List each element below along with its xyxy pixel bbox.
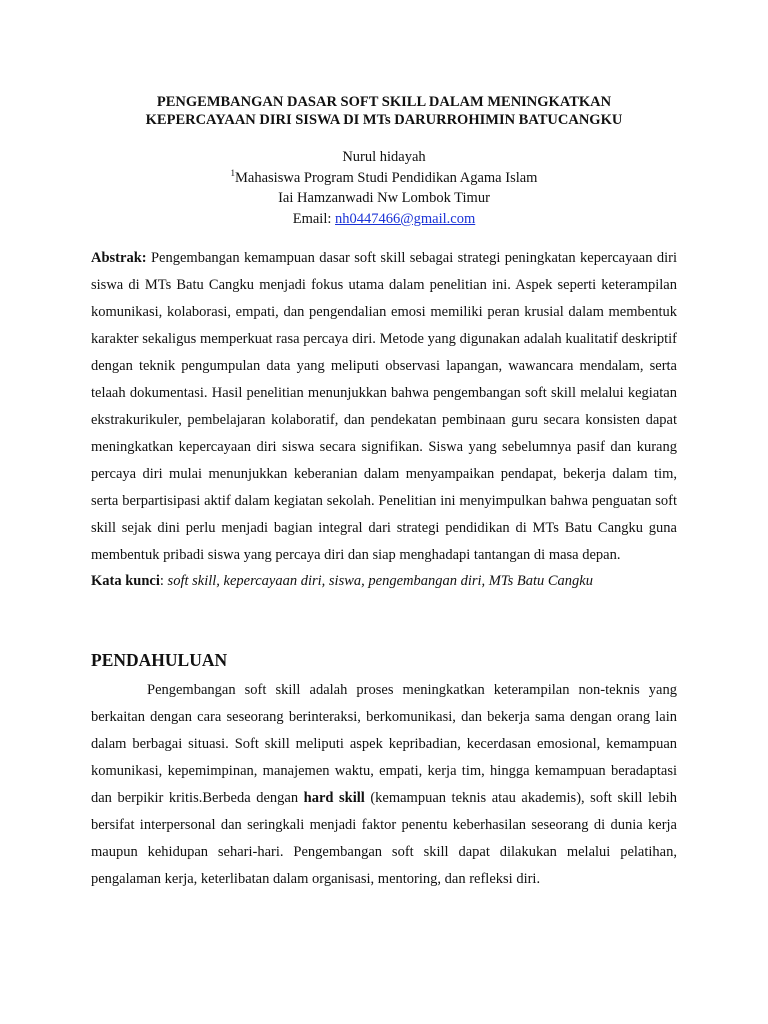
author-email-line bbox=[91, 209, 677, 230]
affiliation-superscript: 1 bbox=[230, 167, 236, 178]
keywords-separator: : bbox=[159, 573, 168, 589]
author-affiliation-line bbox=[91, 168, 677, 189]
keywords-line bbox=[91, 568, 677, 595]
abstract-label: Abstrak: bbox=[91, 250, 147, 266]
intro-text-part-2: (kemampuan teknis atau akademis), soft skill lebih bersifat interpersonal dan seringkali menjadi faktor penentu keberhasilan seseorang di dunia kerja maupun kehidupan sehari-hari. Pengembangan soft skill dapat dilakukan melalui pelatihan, pengalaman kerja, keterlibatan dalam organisasi, mentoring, dan refleksi diri. bbox=[91, 790, 677, 887]
author-name: Nurul hidayah bbox=[342, 149, 426, 165]
email-label: Email: bbox=[292, 210, 336, 227]
paper-title bbox=[91, 93, 677, 129]
email-link[interactable]: nh0447466@gmail.com bbox=[335, 210, 476, 227]
keywords-label: Kata kunci bbox=[91, 573, 160, 589]
author-block bbox=[91, 147, 677, 229]
keywords-text: soft skill, kepercayaan diri, siswa, pengembangan diri, MTs Batu Cangku bbox=[167, 573, 593, 589]
abstract-paragraph bbox=[91, 245, 677, 569]
title-line-2: KEPERCAYAAN DIRI SISWA DI MTs DARURROHIMIN BATUCANGKU bbox=[145, 112, 623, 128]
intro-text-part-1: Pengembangan soft skill adalah proses meningkatkan keterampilan non-teknis yang berkaitan dengan cara seseorang berinteraksi, berkomunikasi, dan bekerja sama dengan orang lain dalam berbagai situasi. Soft skill meliputi aspek kepribadian, kecerdasan emosional, kemampuan komunikasi, kepemimpinan, manajemen waktu, empati, kerja tim, hingga kemampuan beradaptasi dan berpikir kritis.Berbeda dengan bbox=[91, 682, 677, 806]
title-line-1: PENGEMBANGAN DASAR SOFT SKILL DALAM MENINGKATKAN bbox=[156, 94, 612, 110]
abstract-section bbox=[91, 245, 677, 595]
author-institution: Iai Hamzanwadi Nw Lombok Timur bbox=[278, 190, 490, 206]
abstract-text: Pengembangan kemampuan dasar soft skill sebagai strategi peningkatan kepercayaan diri siswa di MTs Batu Cangku menjadi fokus utama dalam penelitian ini. Aspek seperti keterampilan komunikasi, kolaborasi, empati, dan pengendalian emosi memiliki peran krusial dalam membentuk karakter sekaligus memperkuat rasa percaya diri. Metode yang digunakan adalah kualitatif deskriptif dengan teknik pengumpulan data yang meliputi observasi lapangan, wawancara mendalam, serta telaah dokumentasi. Hasil penelitian menunjukkan bahwa pengembangan soft skill melalui kegiatan ekstrakurikuler, pembelajaran kolaboratif, dan pendekatan pembinaan guru secara konsisten dapat meningkatkan kepercayaan diri siswa secara signifikan. Siswa yang sebelumnya pasif dan kurang percaya diri mulai menunjukkan keberanian dalam menyampaikan pendapat, bekerja dalam tim, serta berpartisipasi aktif dalam kegiatan sekolah. Penelitian ini menyimpulkan bahwa penguatan soft skill sejak dini perlu menjadi bagian integral dari strategi pendidikan di MTs Batu Cangku guna membentuk pribadi siswa yang percaya diri dan siap menghadapi tantangan di masa depan. bbox=[91, 250, 677, 563]
intro-paragraph bbox=[91, 677, 677, 893]
section-heading: PENDAHULUAN bbox=[91, 650, 228, 670]
author-affiliation: Mahasiswa Program Studi Pendidikan Agama Islam bbox=[235, 169, 538, 186]
intro-bold-term: hard skill bbox=[303, 790, 365, 806]
